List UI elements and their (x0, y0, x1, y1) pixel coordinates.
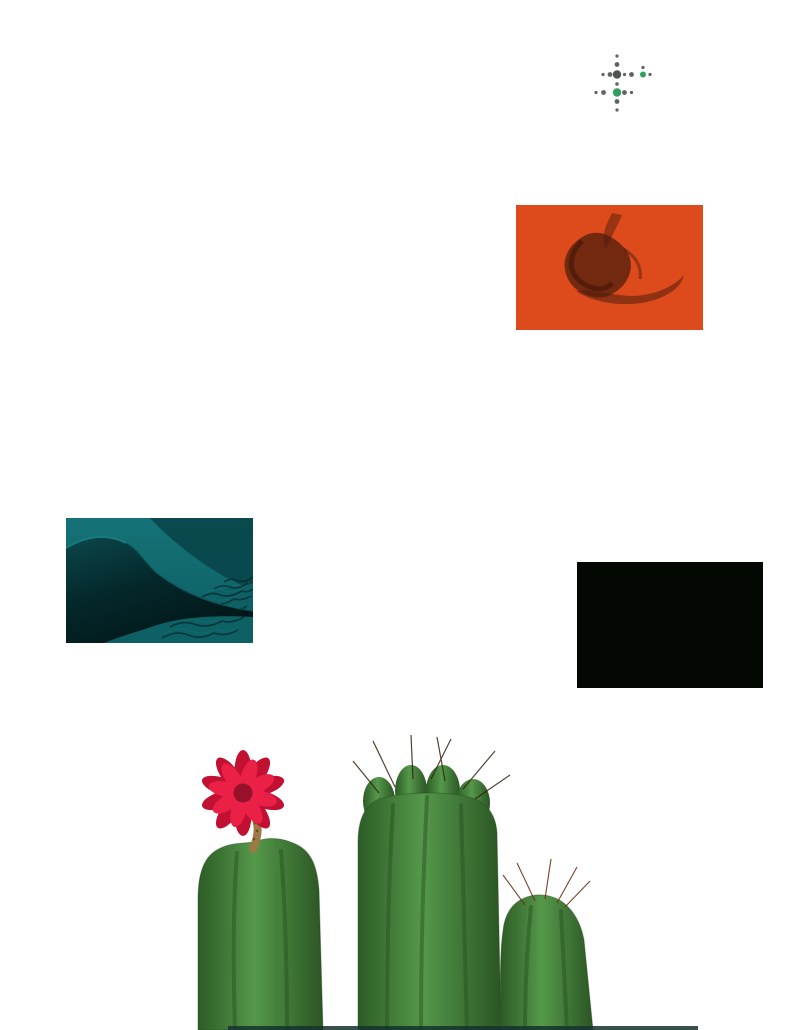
logo-dots-icon (593, 50, 653, 114)
fiber-optics-image (577, 562, 763, 688)
topic-image-standort (577, 562, 763, 688)
cactus-illustration (165, 735, 615, 1030)
water-splash-image (516, 205, 703, 330)
topic-image-transformation (516, 205, 703, 330)
cactus-flower (199, 750, 286, 836)
topic-image-megatrends (66, 518, 253, 643)
desert-dune-image (66, 518, 253, 643)
bottom-edge-strip (228, 1026, 698, 1030)
